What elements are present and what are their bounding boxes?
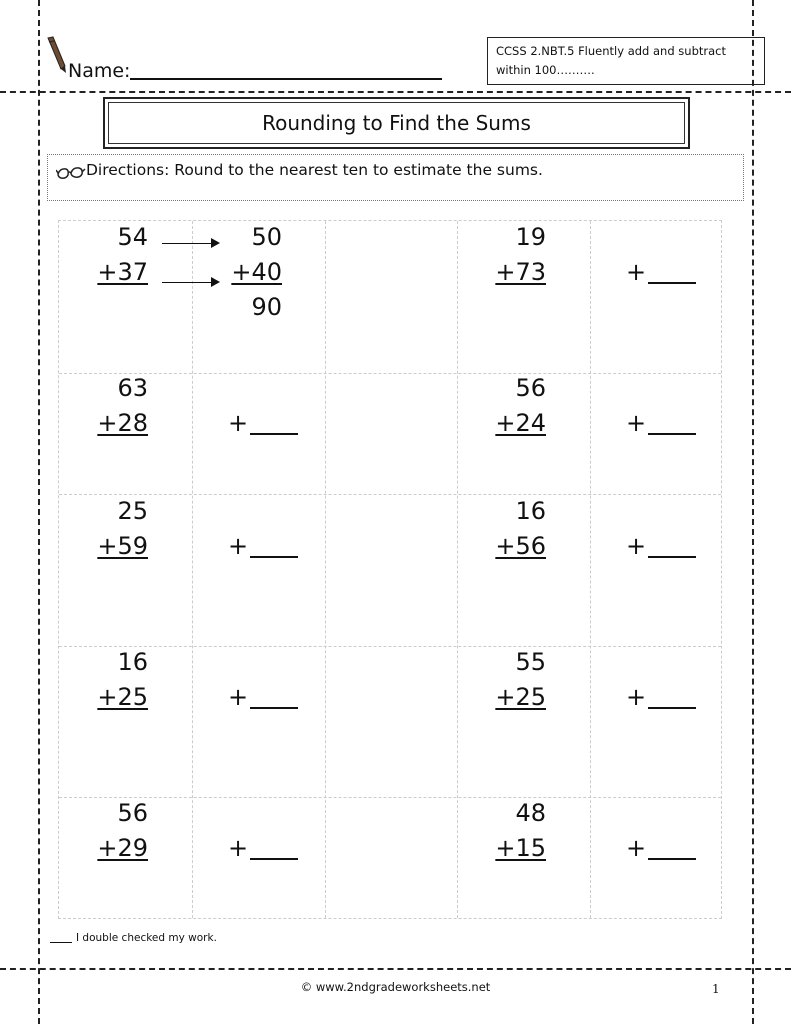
- addend-b: +29: [97, 834, 148, 862]
- standard-line-1: CCSS 2.NBT.5 Fluently add and subtract: [496, 44, 726, 58]
- pencil-icon: [44, 36, 70, 76]
- addend-a: 56: [117, 799, 148, 827]
- example-addend-b: +37: [97, 258, 148, 286]
- answer-blank[interactable]: +: [626, 532, 696, 560]
- example-sum: 90: [251, 293, 282, 321]
- addend-a: 48: [515, 799, 546, 827]
- directions-text: Directions: Round to the nearest ten to estimate the sums.: [86, 161, 543, 179]
- answer-blank[interactable]: +: [228, 683, 298, 711]
- self-check-text: I double checked my work.: [76, 932, 217, 944]
- arrow-icon: [162, 282, 218, 283]
- addend-a: 55: [515, 648, 546, 676]
- glasses-icon: [56, 165, 86, 181]
- bottom-dashed-border: [0, 968, 791, 970]
- addend-b: +59: [97, 532, 148, 560]
- addend-b: +25: [97, 683, 148, 711]
- addend-a: 56: [515, 374, 546, 402]
- left-dashed-border: [38, 0, 40, 1024]
- answer-blank[interactable]: +: [626, 409, 696, 437]
- self-check-line[interactable]: [50, 932, 217, 944]
- right-dashed-border: [752, 0, 754, 1024]
- addend-b: +56: [495, 532, 546, 560]
- top-dashed-border: [0, 91, 791, 93]
- answer-blank[interactable]: +: [228, 834, 298, 862]
- standard-line-2: within 100……….: [496, 63, 595, 77]
- arrow-icon: [162, 243, 218, 244]
- answer-blank[interactable]: +: [626, 258, 696, 286]
- problem-grid: [58, 220, 722, 919]
- example-rounded-b: +40: [231, 258, 282, 286]
- copyright-text: © www.2ndgradeworksheets.net: [300, 980, 491, 994]
- addend-b: +28: [97, 409, 148, 437]
- addend-a: 16: [515, 497, 546, 525]
- example-addend-a: 54: [117, 223, 148, 251]
- addend-b: +25: [495, 683, 546, 711]
- answer-blank[interactable]: +: [228, 532, 298, 560]
- standard-box: [487, 37, 765, 85]
- addend-a: 63: [117, 374, 148, 402]
- addend-a: 19: [515, 223, 546, 251]
- name-label: Name:: [68, 60, 131, 82]
- example-rounded-a: 50: [251, 223, 282, 251]
- addend-b: +15: [495, 834, 546, 862]
- answer-blank[interactable]: +: [626, 683, 696, 711]
- name-field[interactable]: [130, 78, 442, 80]
- addend-a: 16: [117, 648, 148, 676]
- answer-blank[interactable]: +: [228, 409, 298, 437]
- page-number: 1: [712, 982, 720, 996]
- answer-blank[interactable]: +: [626, 834, 696, 862]
- page-title: Rounding to Find the Sums: [108, 102, 685, 144]
- addend-a: 25: [117, 497, 148, 525]
- title-box: [103, 97, 690, 149]
- addend-b: +73: [495, 258, 546, 286]
- directions-box: [47, 154, 744, 201]
- addend-b: +24: [495, 409, 546, 437]
